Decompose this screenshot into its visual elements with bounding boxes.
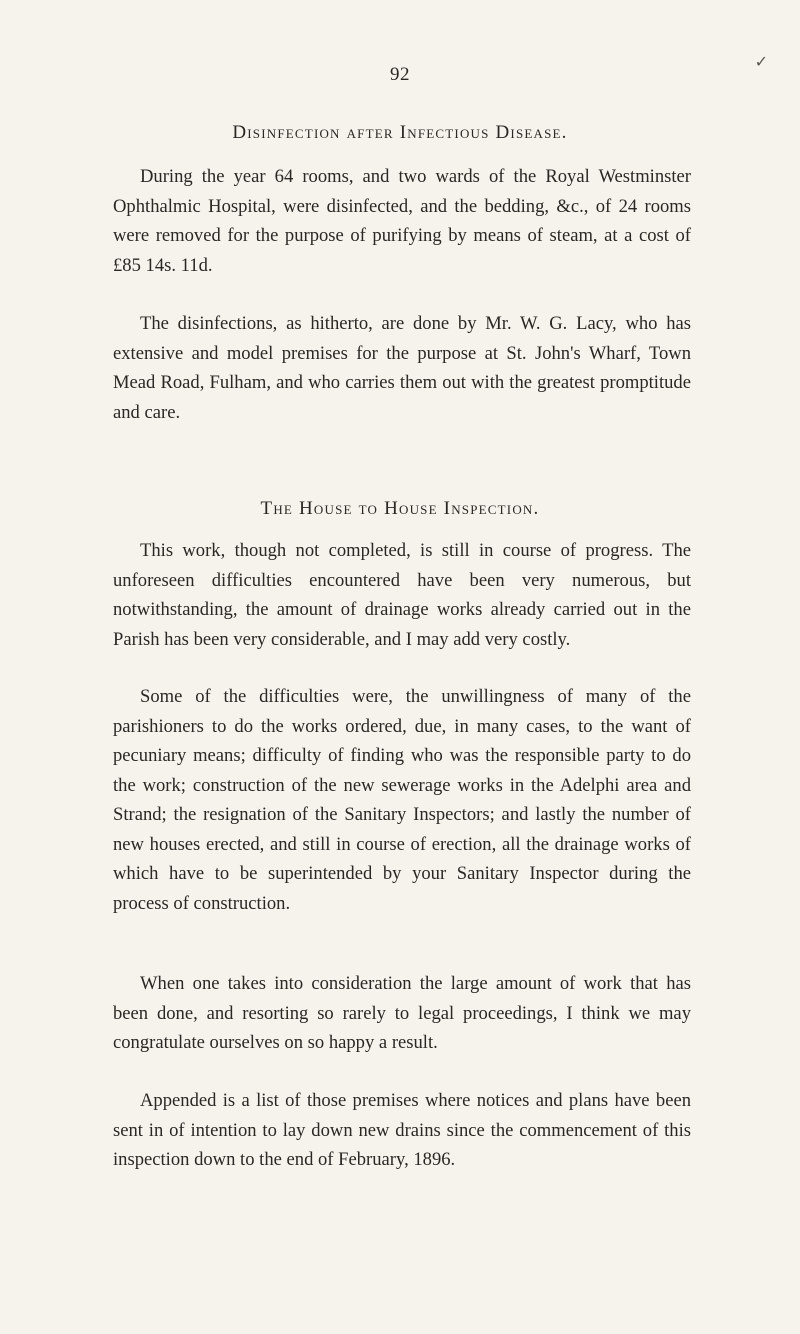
paragraph-disinfection-rooms: During the year 64 rooms, and two wards of the Royal Westminster Ophthalmic Hospital, were disinfected, and the bedding, &c., of 24 rooms were removed for the purpose of purifying by means of steam, at a cost of £85 14s. 11d. <box>113 166 691 276</box>
section-heading-disinfection: Disinfection after Infectious Disease. <box>232 122 568 143</box>
section-heading-house-inspection: The House to House Inspection. <box>260 498 540 519</box>
paragraph-inspection-result: When one takes into consideration the large amount of work that has been done, and resorting so rarely to legal proceedings, I think we may congratulate ourselves on so happy a result. <box>113 973 691 1053</box>
paragraph-disinfection-contractor: The disinfections, as hitherto, are done by Mr. W. G. Lacy, who has extensive and model premises for the purpose at St. John's Wharf, Town Mead Road, Fulham, and who carries them out with the greatest promptitude and care. <box>113 313 691 423</box>
corner-tick-mark: ✓ <box>754 54 768 71</box>
paragraph-inspection-appended-list: Appended is a list of those premises where notices and plans have been sent in of intention to lay down new drains since the commencement of this inspection down to the end of February, 1896. <box>113 1090 691 1170</box>
paragraph-inspection-progress: This work, though not completed, is still in course of progress. The unforeseen difficulties encountered have been very numerous, but notwithstanding, the amount of drainage works already carried out in the Parish has been very considerable, and I may add very costly. <box>113 540 691 650</box>
paragraph-inspection-difficulties: Some of the difficulties were, the unwillingness of many of the parishioners to do the works ordered, due, in many cases, to the want of pecuniary means; difficulty of finding who was the responsible party to do the work; construction of the new sewerage works in the Adelphi area and Strand; the resignation of the Sanitary Inspectors; and lastly the number of new houses erected, and still in course of erection, all the drainage works of which have to be superintended by your Sanitary Inspector during the process of construction. <box>113 686 691 914</box>
page-number: 92 <box>390 64 410 85</box>
